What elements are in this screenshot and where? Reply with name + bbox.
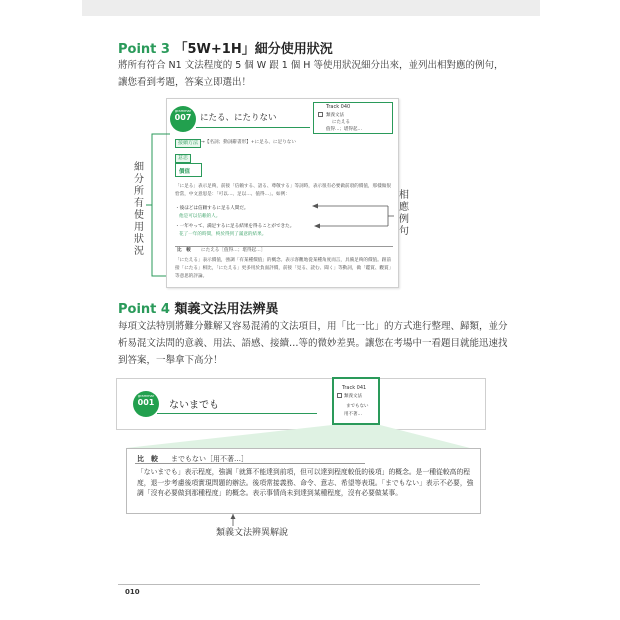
sample2-compare-tag: 比 較 bbox=[137, 455, 158, 463]
sample1-grammar-title: にたる、にたりない bbox=[200, 113, 277, 123]
sample1-example1-jp: ・彼ほどは信頼するに足る人間だ。 bbox=[175, 206, 249, 211]
footer-divider bbox=[118, 584, 480, 585]
page-number: 010 bbox=[125, 588, 140, 596]
point3-label: Point 3 bbox=[118, 42, 170, 57]
sample1-compare-tag: 比 較 bbox=[177, 248, 191, 253]
sample1-example2-jp: ・一年やって、満足するに足る結果を得ることができた。 bbox=[175, 224, 295, 229]
right-vertical-label: 相應例句 bbox=[399, 190, 409, 237]
sample2-compare-rule: までもない［用不著…］ bbox=[171, 455, 248, 463]
sample1-track-box: Track 040 類義文法 にたえる 值得…；堪得起… bbox=[313, 102, 393, 134]
sample1-compare-rule: にたえる［值得…；堪得起…］ bbox=[201, 248, 266, 253]
point3-title: 「5W+1H」細分使用狀況 bbox=[174, 42, 333, 57]
sample1-compare-desc: 「にたえる」表示價值，強調「有某種價值」的概念。表示客觀地從某種角度而言，具備足夠的價值。跟前接「にたる」相比，「にたえる」更多用於負面評價，前接「見る、読む、聞く」等動詞，做「鑑賞、觀賞」等意思的評論。 bbox=[175, 258, 391, 279]
sample2-track-label: Track 041 bbox=[342, 385, 367, 391]
left-vertical-label: 細分所有使用狀況 bbox=[134, 162, 144, 257]
sample2-track-box-outer: Track 041 類義文法 までもない 用不著… bbox=[332, 377, 380, 425]
grammar-badge-007: grammar 007 bbox=[170, 106, 196, 132]
point4-title: 類義文法用法辨異 bbox=[174, 302, 279, 317]
meaning-tag: 意思 bbox=[175, 154, 191, 163]
sample2-grammar-title: ないまでも bbox=[169, 400, 219, 411]
caption-arrow-head bbox=[231, 514, 236, 519]
sample1-example1-zh: 他是可以信賴的人。 bbox=[179, 214, 221, 219]
grammar-badge-001: grammar 001 bbox=[133, 391, 159, 417]
connect-tag: 接續方法 bbox=[175, 139, 201, 148]
connect-rule: →【名詞；動詞辭書形】+に足る、に足りない bbox=[201, 140, 296, 145]
point3-paragraph: 將所有符合 N1 文法程度的 5 個 W 跟 1 個 H 等使用狀況細分出來，並列出相對應的例句，讓您看到考題，答案立即選出！ bbox=[118, 60, 504, 88]
meaning-box: 價值 bbox=[175, 163, 202, 177]
sample1-description: 「に足る」表示足夠，前接「信賴する、語る、尊敬する」等詞時，表示很有必要做前項的價值，那樣做很恰當，中文意思是：「可以…、足以…、值得…」。如例： bbox=[175, 184, 391, 197]
point4-paragraph: 每項文法特別將難分難解又容易混淆的文法項目，用「比一比」的方式進行整理、歸類，並分析易混文法問的意義、用法、語感、接續…等的微妙差異。讓您在考場中一看題目就能迅速找到答案，一舉拿下高分！ bbox=[118, 321, 508, 366]
sample2-compare-desc: 「ないまでも」表示程度，強調「就算不能達到前項，但可以達到程度較低的後項」的概念。是一種從較高的程度，退一步考慮後項實現問題的辦法。後項常接義務、命令、意志、希望等表現。「までもない」表示不必要，強調「沒有必要做到那種程度」的概念。表示事情尚未到達到某種程度，沒有必要做某事。 bbox=[137, 468, 474, 497]
point4-label: Point 4 bbox=[118, 302, 170, 317]
sample1-example2-zh: 花了一年的時間，終於得到了滿意的結果。 bbox=[179, 232, 267, 237]
sample2-caption: 類義文法辨異解說 bbox=[216, 528, 289, 538]
sample1-track-label: Track 040 bbox=[326, 104, 351, 110]
